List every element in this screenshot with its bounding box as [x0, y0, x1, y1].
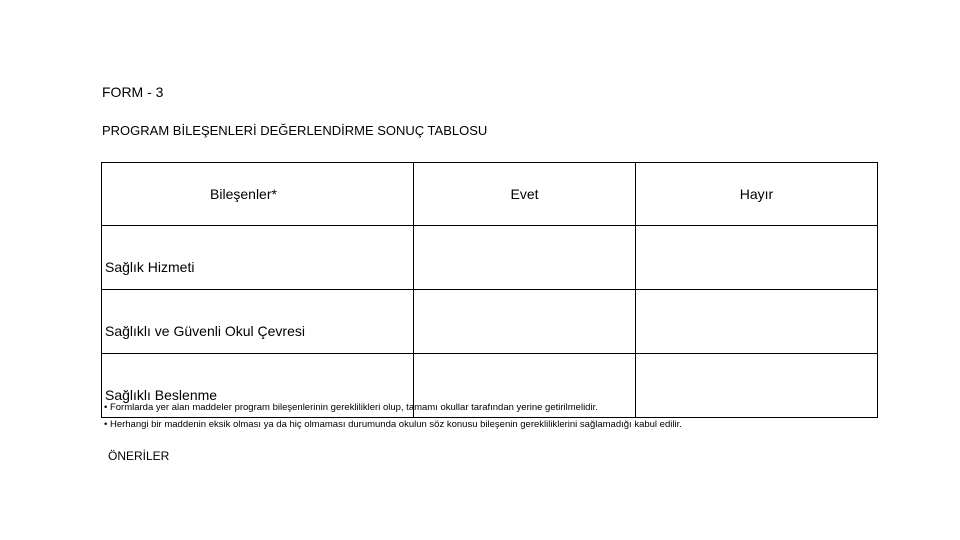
cell-health-service-no[interactable]: [636, 226, 878, 290]
cell-safe-environment-yes[interactable]: [414, 290, 636, 354]
column-header-yes: Evet: [414, 163, 636, 226]
footnotes: [104, 399, 682, 433]
cell-safe-environment-no[interactable]: [636, 290, 878, 354]
table-header-row: [102, 163, 878, 226]
column-header-components: Bileşenler*: [102, 163, 414, 226]
footnote-requirements: • Formlarda yer alan maddeler program bileşenlerinin gereklilikleri olup, tamamı okullar tarafından yerine getirilmelidir.: [104, 402, 598, 413]
table-row: [102, 226, 878, 290]
table-title: PROGRAM BİLEŞENLERİ DEĞERLENDİRME SONUÇ TABLOSU: [102, 123, 488, 138]
footnote-missing-items: • Herhangi bir maddenin eksik olması ya da hiç olmaması durumunda okulun söz konusu bileşenin gerekliliklerini sağlamadığı kabul edilir.: [104, 419, 682, 430]
cell-health-service-yes[interactable]: [414, 226, 636, 290]
row-label-safe-environment: Sağlıklı ve Güvenli Okul Çevresi: [102, 290, 414, 354]
form-number: FORM - 3: [102, 84, 164, 100]
row-label-health-service: Sağlık Hizmeti: [102, 226, 414, 290]
column-header-no: Hayır: [636, 163, 878, 226]
suggestions-heading: ÖNERİLER: [108, 449, 170, 463]
results-table: [101, 162, 878, 418]
row-label-healthy-nutrition: Sağlıklı Beslenme: [102, 354, 414, 418]
table-row: [102, 290, 878, 354]
